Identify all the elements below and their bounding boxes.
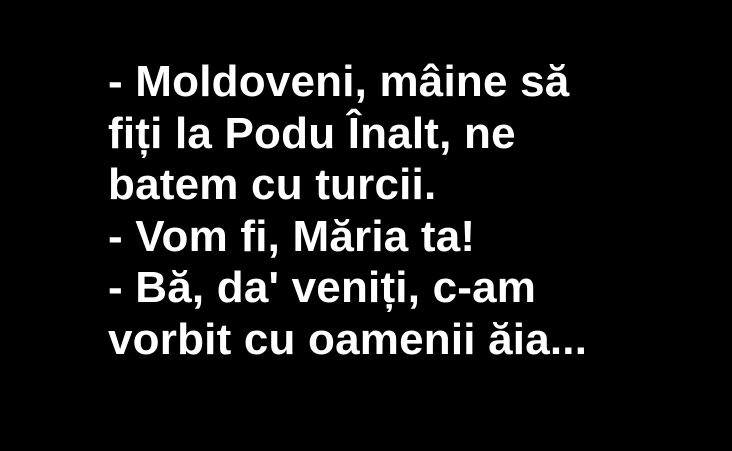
text-line-2: fiți la Podu Înalt, ne [108,108,516,158]
text-line-1: - Moldoveni, mâine să [108,57,570,106]
joke-text [108,56,708,365]
text-line-4: - Vom fi, Măria ta! [108,211,476,261]
text-line-5: - Bă, da' veniți, c-am [108,263,537,312]
text-line-3: batem cu turcii. [108,160,437,209]
text-line-6: vorbit cu oamenii ăia... [108,314,588,364]
